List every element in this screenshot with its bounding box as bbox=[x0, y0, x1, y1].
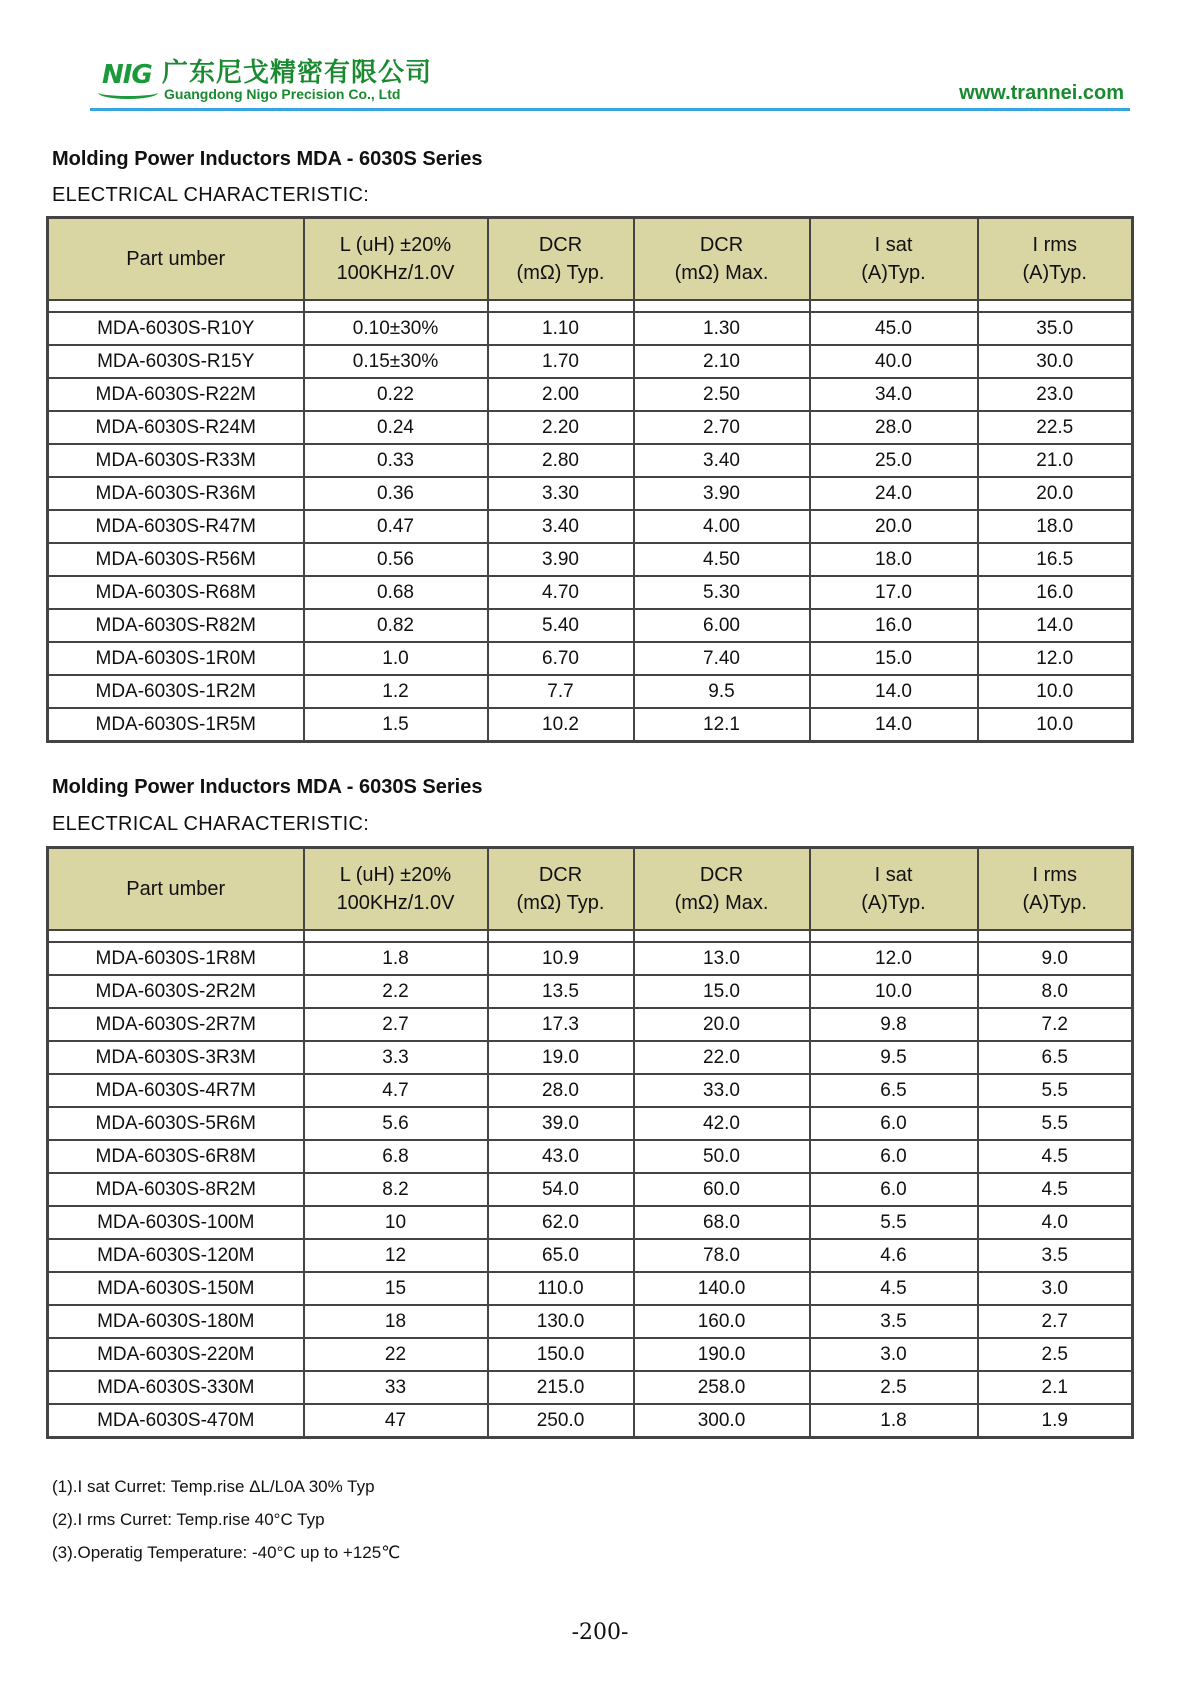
inductance-cell: 2.2 bbox=[304, 975, 488, 1008]
inductance-cell: 2.7 bbox=[304, 1008, 488, 1041]
dcr-max-cell: 68.0 bbox=[634, 1206, 810, 1239]
irms-cell: 6.5 bbox=[978, 1041, 1133, 1074]
dcr-typ-cell: 62.0 bbox=[488, 1206, 634, 1239]
irms-cell: 18.0 bbox=[978, 510, 1133, 543]
spacer-cell bbox=[48, 930, 304, 942]
part-number-cell: MDA-6030S-330M bbox=[48, 1371, 304, 1404]
dcr-typ-cell: 1.10 bbox=[488, 312, 634, 345]
dcr-max-cell: 140.0 bbox=[634, 1272, 810, 1305]
dcr-max-cell: 60.0 bbox=[634, 1173, 810, 1206]
section1-subtitle: ELECTRICAL CHARACTERISTIC: bbox=[52, 184, 370, 206]
dcr-typ-cell: 2.00 bbox=[488, 378, 634, 411]
dcr-typ-cell: 4.70 bbox=[488, 576, 634, 609]
dcr-max-cell: 13.0 bbox=[634, 942, 810, 975]
part-number-cell: MDA-6030S-5R6M bbox=[48, 1107, 304, 1140]
irms-cell: 3.0 bbox=[978, 1272, 1133, 1305]
part-number-cell: MDA-6030S-120M bbox=[48, 1239, 304, 1272]
dcr-typ-cell: 215.0 bbox=[488, 1371, 634, 1404]
part-number-cell: MDA-6030S-R24M bbox=[48, 411, 304, 444]
inductance-cell: 4.7 bbox=[304, 1074, 488, 1107]
dcr-max-cell: 2.50 bbox=[634, 378, 810, 411]
table-row bbox=[48, 1107, 1133, 1140]
part-number-cell: MDA-6030S-R10Y bbox=[48, 312, 304, 345]
inductance-cell: 5.6 bbox=[304, 1107, 488, 1140]
table-row bbox=[48, 708, 1133, 742]
dcr-max-cell: 258.0 bbox=[634, 1371, 810, 1404]
isat-cell: 4.5 bbox=[810, 1272, 978, 1305]
isat-cell: 6.0 bbox=[810, 1107, 978, 1140]
dcr-max-cell: 6.00 bbox=[634, 609, 810, 642]
dcr-max-cell: 15.0 bbox=[634, 975, 810, 1008]
inductance-cell: 0.15±30% bbox=[304, 345, 488, 378]
isat-cell: 17.0 bbox=[810, 576, 978, 609]
company-logo: NIG bbox=[102, 60, 152, 90]
irms-cell: 2.7 bbox=[978, 1305, 1133, 1338]
part-number-cell: MDA-6030S-R56M bbox=[48, 543, 304, 576]
part-number-cell: MDA-6030S-3R3M bbox=[48, 1041, 304, 1074]
part-number-cell: MDA-6030S-R33M bbox=[48, 444, 304, 477]
irms-cell: 16.0 bbox=[978, 576, 1133, 609]
table-row bbox=[48, 1041, 1133, 1074]
isat-cell: 12.0 bbox=[810, 942, 978, 975]
dcr-typ-cell: 10.9 bbox=[488, 942, 634, 975]
isat-cell: 20.0 bbox=[810, 510, 978, 543]
isat-cell: 40.0 bbox=[810, 345, 978, 378]
table-row bbox=[48, 1140, 1133, 1173]
inductance-cell: 15 bbox=[304, 1272, 488, 1305]
part-number-cell: MDA-6030S-220M bbox=[48, 1338, 304, 1371]
dcr-max-cell: 22.0 bbox=[634, 1041, 810, 1074]
part-number-cell: MDA-6030S-180M bbox=[48, 1305, 304, 1338]
part-number-cell: MDA-6030S-R15Y bbox=[48, 345, 304, 378]
part-number-cell: MDA-6030S-R68M bbox=[48, 576, 304, 609]
table-row bbox=[48, 675, 1133, 708]
col-header-dcr-max: DCR (mΩ) Max. bbox=[634, 218, 810, 301]
inductance-cell: 0.68 bbox=[304, 576, 488, 609]
table-row bbox=[48, 411, 1133, 444]
inductance-cell: 33 bbox=[304, 1371, 488, 1404]
dcr-typ-cell: 2.80 bbox=[488, 444, 634, 477]
part-number-cell: MDA-6030S-1R8M bbox=[48, 942, 304, 975]
table-header-row bbox=[48, 218, 1133, 301]
dcr-typ-cell: 2.20 bbox=[488, 411, 634, 444]
isat-cell: 45.0 bbox=[810, 312, 978, 345]
spacer-cell bbox=[978, 930, 1133, 942]
inductance-cell: 6.8 bbox=[304, 1140, 488, 1173]
table-row bbox=[48, 1206, 1133, 1239]
table-row bbox=[48, 543, 1133, 576]
table-row bbox=[48, 609, 1133, 642]
irms-cell: 7.2 bbox=[978, 1008, 1133, 1041]
isat-cell: 14.0 bbox=[810, 708, 978, 742]
irms-cell: 2.1 bbox=[978, 1371, 1133, 1404]
dcr-max-cell: 3.90 bbox=[634, 477, 810, 510]
isat-cell: 14.0 bbox=[810, 675, 978, 708]
table-row bbox=[48, 477, 1133, 510]
dcr-typ-cell: 10.2 bbox=[488, 708, 634, 742]
footnotes bbox=[52, 1477, 400, 1576]
spacer-cell bbox=[634, 930, 810, 942]
electrical-table-2 bbox=[46, 846, 1134, 1439]
dcr-max-cell: 7.40 bbox=[634, 642, 810, 675]
table-row bbox=[48, 1305, 1133, 1338]
inductance-cell: 12 bbox=[304, 1239, 488, 1272]
dcr-typ-cell: 250.0 bbox=[488, 1404, 634, 1438]
dcr-typ-cell: 19.0 bbox=[488, 1041, 634, 1074]
col-header-isat: I sat (A)Typ. bbox=[810, 218, 978, 301]
dcr-typ-cell: 54.0 bbox=[488, 1173, 634, 1206]
part-number-cell: MDA-6030S-2R2M bbox=[48, 975, 304, 1008]
col-header-irms: I rms (A)Typ. bbox=[978, 848, 1133, 931]
isat-cell: 25.0 bbox=[810, 444, 978, 477]
table-row bbox=[48, 576, 1133, 609]
part-number-cell: MDA-6030S-6R8M bbox=[48, 1140, 304, 1173]
section1-title: Molding Power Inductors MDA - 6030S Series bbox=[52, 148, 483, 170]
table-header-row bbox=[48, 848, 1133, 931]
irms-cell: 23.0 bbox=[978, 378, 1133, 411]
table-row bbox=[48, 1404, 1133, 1438]
irms-cell: 16.5 bbox=[978, 543, 1133, 576]
page-header bbox=[90, 50, 1130, 112]
table-row bbox=[48, 1008, 1133, 1041]
col-header-part-number: Part umber bbox=[48, 218, 304, 301]
inductance-cell: 0.22 bbox=[304, 378, 488, 411]
dcr-typ-cell: 3.30 bbox=[488, 477, 634, 510]
dcr-max-cell: 2.10 bbox=[634, 345, 810, 378]
isat-cell: 9.5 bbox=[810, 1041, 978, 1074]
part-number-cell: MDA-6030S-R22M bbox=[48, 378, 304, 411]
inductance-cell: 1.2 bbox=[304, 675, 488, 708]
table-row bbox=[48, 1239, 1133, 1272]
inductance-cell: 0.47 bbox=[304, 510, 488, 543]
dcr-typ-cell: 3.90 bbox=[488, 543, 634, 576]
irms-cell: 30.0 bbox=[978, 345, 1133, 378]
part-number-cell: MDA-6030S-R47M bbox=[48, 510, 304, 543]
inductance-cell: 0.24 bbox=[304, 411, 488, 444]
irms-cell: 12.0 bbox=[978, 642, 1133, 675]
spacer-cell bbox=[810, 930, 978, 942]
part-number-cell: MDA-6030S-R82M bbox=[48, 609, 304, 642]
inductance-cell: 10 bbox=[304, 1206, 488, 1239]
irms-cell: 8.0 bbox=[978, 975, 1133, 1008]
dcr-typ-cell: 5.40 bbox=[488, 609, 634, 642]
table-spacer-row bbox=[48, 930, 1133, 942]
inductance-cell: 18 bbox=[304, 1305, 488, 1338]
part-number-cell: MDA-6030S-150M bbox=[48, 1272, 304, 1305]
dcr-typ-cell: 110.0 bbox=[488, 1272, 634, 1305]
inductance-cell: 1.5 bbox=[304, 708, 488, 742]
isat-cell: 3.0 bbox=[810, 1338, 978, 1371]
dcr-typ-cell: 130.0 bbox=[488, 1305, 634, 1338]
dcr-max-cell: 2.70 bbox=[634, 411, 810, 444]
irms-cell: 4.5 bbox=[978, 1173, 1133, 1206]
company-name-chinese: 广东尼戈精密有限公司 bbox=[162, 58, 433, 88]
irms-cell: 3.5 bbox=[978, 1239, 1133, 1272]
table-row bbox=[48, 345, 1133, 378]
table-row bbox=[48, 510, 1133, 543]
part-number-cell: MDA-6030S-8R2M bbox=[48, 1173, 304, 1206]
irms-cell: 21.0 bbox=[978, 444, 1133, 477]
isat-cell: 6.5 bbox=[810, 1074, 978, 1107]
spacer-cell bbox=[488, 930, 634, 942]
inductance-cell: 22 bbox=[304, 1338, 488, 1371]
inductance-cell: 1.8 bbox=[304, 942, 488, 975]
isat-cell: 3.5 bbox=[810, 1305, 978, 1338]
spacer-cell bbox=[48, 300, 304, 312]
inductance-cell: 0.36 bbox=[304, 477, 488, 510]
part-number-cell: MDA-6030S-R36M bbox=[48, 477, 304, 510]
website-url[interactable]: www.trannei.com bbox=[959, 82, 1124, 104]
section2-subtitle: ELECTRICAL CHARACTERISTIC: bbox=[52, 813, 370, 835]
dcr-typ-cell: 3.40 bbox=[488, 510, 634, 543]
col-header-dcr-typ: DCR (mΩ) Typ. bbox=[488, 218, 634, 301]
part-number-cell: MDA-6030S-470M bbox=[48, 1404, 304, 1438]
col-header-dcr-typ: DCR (mΩ) Typ. bbox=[488, 848, 634, 931]
col-header-part-number: Part umber bbox=[48, 848, 304, 931]
table-row bbox=[48, 942, 1133, 975]
section2-title: Molding Power Inductors MDA - 6030S Series bbox=[52, 776, 483, 798]
irms-cell: 5.5 bbox=[978, 1074, 1133, 1107]
irms-cell: 5.5 bbox=[978, 1107, 1133, 1140]
dcr-typ-cell: 7.7 bbox=[488, 675, 634, 708]
logo-swoosh-icon bbox=[98, 86, 158, 99]
page-number: -200- bbox=[571, 1620, 629, 1645]
irms-cell: 2.5 bbox=[978, 1338, 1133, 1371]
dcr-typ-cell: 28.0 bbox=[488, 1074, 634, 1107]
spacer-cell bbox=[810, 300, 978, 312]
table-row bbox=[48, 642, 1133, 675]
dcr-typ-cell: 17.3 bbox=[488, 1008, 634, 1041]
dcr-typ-cell: 6.70 bbox=[488, 642, 634, 675]
irms-cell: 35.0 bbox=[978, 312, 1133, 345]
spacer-cell bbox=[978, 300, 1133, 312]
spacer-cell bbox=[634, 300, 810, 312]
part-number-cell: MDA-6030S-1R5M bbox=[48, 708, 304, 742]
isat-cell: 28.0 bbox=[810, 411, 978, 444]
spacer-cell bbox=[304, 300, 488, 312]
inductance-cell: 1.0 bbox=[304, 642, 488, 675]
table-row bbox=[48, 1338, 1133, 1371]
dcr-typ-cell: 1.70 bbox=[488, 345, 634, 378]
table-row bbox=[48, 1371, 1133, 1404]
table-row bbox=[48, 975, 1133, 1008]
dcr-typ-cell: 13.5 bbox=[488, 975, 634, 1008]
dcr-max-cell: 9.5 bbox=[634, 675, 810, 708]
dcr-max-cell: 78.0 bbox=[634, 1239, 810, 1272]
col-header-isat: I sat (A)Typ. bbox=[810, 848, 978, 931]
dcr-max-cell: 3.40 bbox=[634, 444, 810, 477]
spacer-cell bbox=[488, 300, 634, 312]
dcr-max-cell: 12.1 bbox=[634, 708, 810, 742]
electrical-table-1 bbox=[46, 216, 1134, 743]
dcr-max-cell: 33.0 bbox=[634, 1074, 810, 1107]
table-row bbox=[48, 444, 1133, 477]
part-number-cell: MDA-6030S-100M bbox=[48, 1206, 304, 1239]
part-number-cell: MDA-6030S-4R7M bbox=[48, 1074, 304, 1107]
table-row bbox=[48, 1173, 1133, 1206]
table-spacer-row bbox=[48, 300, 1133, 312]
table-row bbox=[48, 312, 1133, 345]
inductance-cell: 3.3 bbox=[304, 1041, 488, 1074]
part-number-cell: MDA-6030S-1R2M bbox=[48, 675, 304, 708]
dcr-max-cell: 300.0 bbox=[634, 1404, 810, 1438]
isat-cell: 15.0 bbox=[810, 642, 978, 675]
dcr-max-cell: 42.0 bbox=[634, 1107, 810, 1140]
irms-cell: 10.0 bbox=[978, 675, 1133, 708]
dcr-max-cell: 4.00 bbox=[634, 510, 810, 543]
dcr-typ-cell: 65.0 bbox=[488, 1239, 634, 1272]
irms-cell: 4.0 bbox=[978, 1206, 1133, 1239]
dcr-max-cell: 1.30 bbox=[634, 312, 810, 345]
irms-cell: 1.9 bbox=[978, 1404, 1133, 1438]
irms-cell: 14.0 bbox=[978, 609, 1133, 642]
dcr-typ-cell: 43.0 bbox=[488, 1140, 634, 1173]
dcr-max-cell: 4.50 bbox=[634, 543, 810, 576]
inductance-cell: 47 bbox=[304, 1404, 488, 1438]
isat-cell: 24.0 bbox=[810, 477, 978, 510]
footnote-temperature: (3).Operatig Temperature: -40°C up to +125℃ bbox=[52, 1543, 401, 1562]
dcr-typ-cell: 150.0 bbox=[488, 1338, 634, 1371]
col-header-inductance: L (uH) ±20% 100KHz/1.0V bbox=[304, 848, 488, 931]
dcr-typ-cell: 39.0 bbox=[488, 1107, 634, 1140]
header-divider bbox=[90, 108, 1130, 111]
company-name-english: Guangdong Nigo Precision Co., Ltd bbox=[164, 86, 401, 102]
dcr-max-cell: 190.0 bbox=[634, 1338, 810, 1371]
isat-cell: 16.0 bbox=[810, 609, 978, 642]
isat-cell: 34.0 bbox=[810, 378, 978, 411]
inductance-cell: 0.10±30% bbox=[304, 312, 488, 345]
isat-cell: 6.0 bbox=[810, 1173, 978, 1206]
isat-cell: 2.5 bbox=[810, 1371, 978, 1404]
irms-cell: 9.0 bbox=[978, 942, 1133, 975]
dcr-max-cell: 160.0 bbox=[634, 1305, 810, 1338]
isat-cell: 18.0 bbox=[810, 543, 978, 576]
isat-cell: 5.5 bbox=[810, 1206, 978, 1239]
isat-cell: 1.8 bbox=[810, 1404, 978, 1438]
dcr-max-cell: 20.0 bbox=[634, 1008, 810, 1041]
col-header-inductance: L (uH) ±20% 100KHz/1.0V bbox=[304, 218, 488, 301]
irms-cell: 4.5 bbox=[978, 1140, 1133, 1173]
col-header-irms: I rms (A)Typ. bbox=[978, 218, 1133, 301]
footnote-isat: (1).I sat Curret: Temp.rise ΔL/L0A 30% Typ bbox=[52, 1477, 375, 1496]
inductance-cell: 0.33 bbox=[304, 444, 488, 477]
inductance-cell: 0.56 bbox=[304, 543, 488, 576]
dcr-max-cell: 50.0 bbox=[634, 1140, 810, 1173]
isat-cell: 6.0 bbox=[810, 1140, 978, 1173]
footnote-irms: (2).I rms Curret: Temp.rise 40°C Typ bbox=[52, 1510, 325, 1529]
part-number-cell: MDA-6030S-2R7M bbox=[48, 1008, 304, 1041]
irms-cell: 20.0 bbox=[978, 477, 1133, 510]
isat-cell: 10.0 bbox=[810, 975, 978, 1008]
irms-cell: 10.0 bbox=[978, 708, 1133, 742]
table-row bbox=[48, 378, 1133, 411]
inductance-cell: 8.2 bbox=[304, 1173, 488, 1206]
irms-cell: 22.5 bbox=[978, 411, 1133, 444]
table-row bbox=[48, 1074, 1133, 1107]
isat-cell: 9.8 bbox=[810, 1008, 978, 1041]
inductance-cell: 0.82 bbox=[304, 609, 488, 642]
dcr-max-cell: 5.30 bbox=[634, 576, 810, 609]
table-row bbox=[48, 1272, 1133, 1305]
isat-cell: 4.6 bbox=[810, 1239, 978, 1272]
part-number-cell: MDA-6030S-1R0M bbox=[48, 642, 304, 675]
spacer-cell bbox=[304, 930, 488, 942]
col-header-dcr-max: DCR (mΩ) Max. bbox=[634, 848, 810, 931]
